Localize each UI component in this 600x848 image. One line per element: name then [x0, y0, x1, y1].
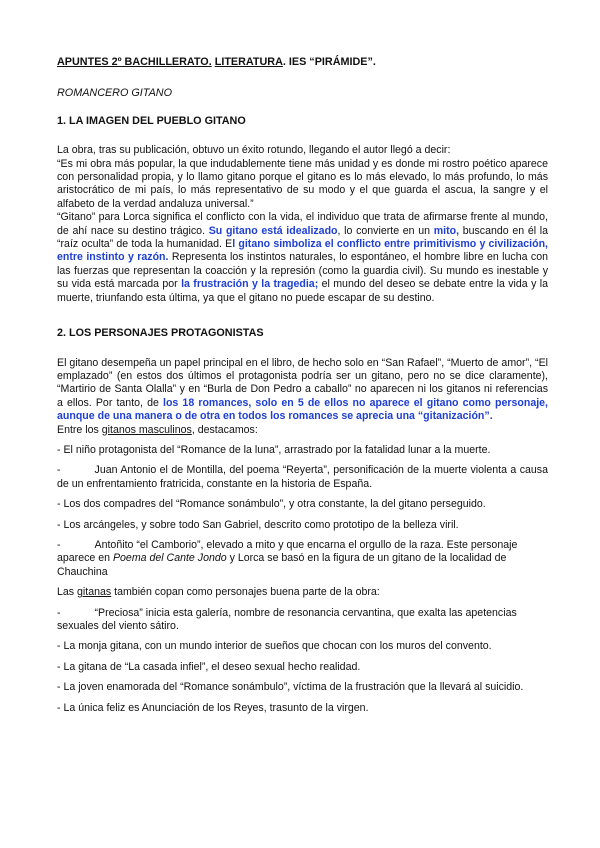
section2-title: 2. LOS PERSONAJES PROTAGONISTAS — [57, 327, 264, 340]
list-item: - Juan Antonio el de Montilla, del poema “Reyerta”, personificación de la muerte violenta a causa de un enfrentamiento fratricida, constante en la historia de España. — [57, 464, 548, 490]
section2-paragraph: El gitano desempeña un papel principal en el libro, de hecho solo en “San Rafael”, “Muerto de amor”, “El emplazado” (en estos dos últimos el protagonista podría ser un gitano, pero no se dice claramente), “Martirio de Santa Olalla” y en “Burla de Don Pedro a caballo” no aparecen ni los gitanos ni referencias a ellos. Por tanto, de los 18 romances, solo en 5 de ellos no aparece el gitano como personaje, aunque de una manera o de otra en todos los romances se aprecia una “gitanización”. — [57, 356, 548, 423]
header-school: . IES “PIRÁMIDE”. — [282, 56, 376, 68]
section1-intro: La obra, tras su publicación, obtuvo un éxito rotundo, llegando el autor llegó a decir: — [57, 144, 451, 157]
section1-quote: “Es mi obra más popular, la que indudablemente tiene más unidad y es donde mi rostro poético aparece con personalidad propia, y lo llamo gitano porque el gitano es lo más elevado, lo más profundo, lo más aristocrático de mi país, lo más representativo de su modo y el que guarda el ascua, la sangre y el alfabeto de la verdad andaluza universal.” — [57, 157, 548, 210]
list-item: - Los dos compadres del “Romance sonámbulo”, y otra constante, la del gitano perseguido. — [57, 498, 486, 511]
list-item: - “Preciosa” inicia esta galería, nombre de resonancia cervantina, que exalta las apetencias sexuales del viento sátiro. — [57, 606, 517, 632]
list-dash: - — [57, 538, 61, 551]
header-course: APUNTES 2º BACHILLERATO. — [57, 56, 212, 68]
list-item: - La monja gitana, con un mundo interior de sueños que chocan con los muros del convento. — [57, 640, 492, 653]
list-dash: - — [57, 606, 61, 619]
list-item: - La gitana de “La casada infiel”, el deseo sexual hecho realidad. — [57, 660, 361, 673]
list-dash: - — [57, 464, 61, 477]
section1-paragraph: “Gitano” para Lorca significa el conflicto con la vida, el individuo que trata de afirmarse frente al mundo, de ahí nace su destino trágico. Su gitano está idealizado, lo convierte en un mito, buscando en él la “raíz oculta” de toda la humanidad. El gitano simboliza el conflicto entre primitivismo y civilización, entre instinto y razón. Representa los instintos naturales, lo espontáneo, el hombre libre en lucha con las fuerzas que representan la coacción y la represión (como la guardia civil). Su mundo es inestable y su vida está marcada por la frustración y la tragedia; el mundo del deseo se debate entre la vida y la muerte, triunfando esta última, ya que el gitano no puede escapar de su destino. — [57, 211, 549, 304]
document-header — [57, 56, 548, 69]
list-item: - La única feliz es Anunciación de los Reyes, trasunto de la virgen. — [57, 701, 369, 714]
header-subject: LITERATURA — [214, 56, 283, 68]
masculine-intro: Entre los gitanos masculinos, destacamos: — [57, 423, 258, 436]
feminine-intro: Las gitanas también copan como personajes buena parte de la obra: — [57, 586, 380, 599]
list-item: - Los arcángeles, y sobre todo San Gabriel, descrito como prototipo de la belleza viril. — [57, 518, 459, 531]
document-subtitle: ROMANCERO GITANO — [57, 87, 172, 100]
list-item: - La joven enamorada del “Romance sonámbulo”, víctima de la frustración que la llevará al suicidio. — [57, 681, 524, 694]
list-item: - Antoñito “el Camborio”, elevado a mito y que encarna el orgullo de la raza. Este personaje aparece en Poema del Cante Jondo y Lorca se basó en la figura de un gitano de la localidad de Chauchina — [57, 538, 518, 578]
list-item: - El niño protagonista del “Romance de la luna”, arrastrado por la fatalidad lunar a la muerte. — [57, 443, 491, 456]
section1-title: 1. LA IMAGEN DEL PUEBLO GITANO — [57, 114, 246, 127]
